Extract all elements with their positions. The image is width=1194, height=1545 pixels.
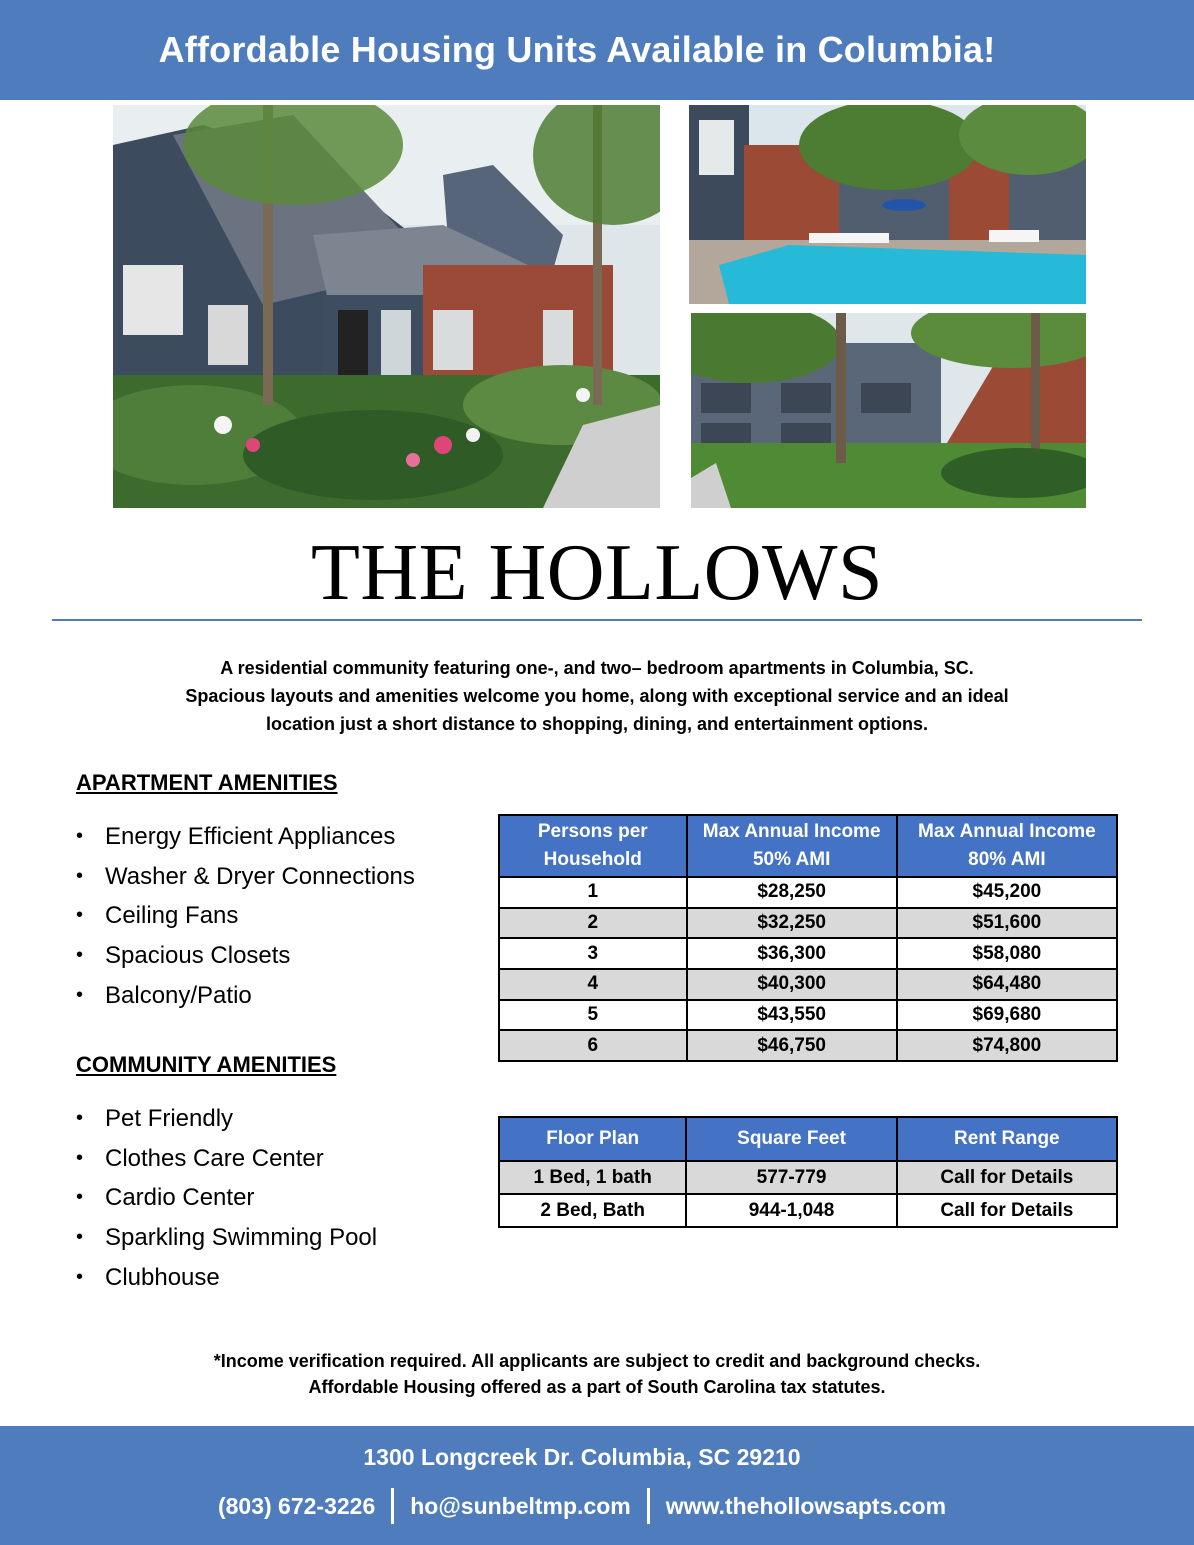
- column-header: Floor Plan: [499, 1117, 686, 1161]
- table-row: 3 $36,300 $58,080: [499, 938, 1117, 969]
- disclaimer-line-2: Affordable Housing offered as a part of South Carolina tax statutes.: [308, 1377, 886, 1397]
- photo-swimming-pool: [689, 105, 1086, 304]
- table-row: 2 $32,250 $51,600: [499, 908, 1117, 939]
- bullet-icon: •: [76, 825, 84, 847]
- top-banner: [0, 0, 1194, 100]
- bullet-icon: •: [76, 983, 84, 1006]
- column-header: Square Feet: [686, 1117, 896, 1161]
- intro-line-1: A residential community featuring one-, and two– bedroom apartments in Columbia, SC.: [220, 658, 974, 678]
- table-row: 5 $43,550 $69,680: [499, 1000, 1117, 1031]
- community-amenities-heading: COMMUNITY AMENITIES: [76, 1052, 337, 1077]
- phone-number[interactable]: (803) 672-3226: [217, 1492, 376, 1519]
- list-item: • Ceiling Fans: [76, 896, 415, 936]
- bullet-icon: •: [76, 1186, 84, 1209]
- bullet-icon: •: [76, 1226, 84, 1249]
- disclaimer-line-1: *Income verification required. All applicants are subject to credit and background checks.: [213, 1351, 981, 1371]
- table-row: 1 $28,250 $45,200: [499, 877, 1117, 908]
- list-item: • Clubhouse: [76, 1258, 377, 1298]
- list-item: • Clothes Care Center: [76, 1139, 377, 1179]
- intro-paragraph: [120, 654, 1074, 738]
- footer-address: 1300 Longcreek Dr. Columbia, SC 29210: [363, 1444, 801, 1470]
- income-limits-table: [498, 814, 1118, 1062]
- divider: [391, 1488, 394, 1524]
- column-header: Max Annual Income 50% AMI: [687, 815, 897, 877]
- property-name: THE HOLLOWS: [310, 529, 884, 617]
- apartment-amenities-list: [76, 817, 415, 1015]
- table-header-row: [499, 815, 1117, 877]
- table-row: 4 $40,300 $64,480: [499, 969, 1117, 1000]
- list-item: • Sparkling Swimming Pool: [76, 1218, 377, 1258]
- photo-apartment-balconies: [691, 313, 1086, 508]
- photo-house-exterior: [113, 105, 660, 508]
- bullet-icon: •: [76, 1146, 84, 1169]
- bullet-icon: •: [76, 864, 84, 887]
- list-item: • Energy Efficient Appliances: [76, 817, 415, 857]
- bullet-icon: •: [76, 904, 84, 927]
- disclaimer: [0, 1348, 1194, 1400]
- community-amenities-list: [76, 1099, 377, 1297]
- bullet-icon: •: [76, 1107, 84, 1129]
- list-item: • Washer & Dryer Connections: [76, 857, 415, 897]
- column-header: Rent Range: [897, 1117, 1117, 1161]
- divider: [647, 1488, 650, 1524]
- bullet-icon: •: [76, 944, 84, 967]
- table-row: 6 $46,750 $74,800: [499, 1030, 1117, 1061]
- email-link[interactable]: ho@sunbeltmp.com: [410, 1492, 631, 1519]
- list-item: • Spacious Closets: [76, 936, 415, 976]
- list-item: • Cardio Center: [76, 1178, 377, 1218]
- column-header: Max Annual Income 80% AMI: [897, 815, 1117, 877]
- floor-plan-table: [498, 1116, 1118, 1228]
- table-row: 1 Bed, 1 bath 577-779 Call for Details: [499, 1161, 1117, 1194]
- bullet-icon: •: [76, 1265, 84, 1288]
- table-row: 2 Bed, Bath 944-1,048 Call for Details: [499, 1194, 1117, 1227]
- list-item: • Pet Friendly: [76, 1099, 377, 1139]
- footer: [0, 1426, 1194, 1545]
- list-item: • Balcony/Patio: [76, 976, 415, 1016]
- table-header-row: [499, 1117, 1117, 1161]
- website-link[interactable]: www.thehollowsapts.com: [665, 1492, 947, 1519]
- column-header: Persons per Household: [499, 815, 687, 877]
- apartment-amenities-heading: APARTMENT AMENITIES: [76, 770, 338, 795]
- divider-line: [52, 619, 1142, 621]
- banner-title: Affordable Housing Units Available in Columbia!: [158, 29, 996, 70]
- intro-line-3: location just a short distance to shopping, dining, and entertainment options.: [265, 714, 929, 734]
- intro-line-2: Spacious layouts and amenities welcome you home, along with exceptional service and an ideal: [185, 686, 1009, 706]
- footer-contacts: [0, 1488, 1194, 1524]
